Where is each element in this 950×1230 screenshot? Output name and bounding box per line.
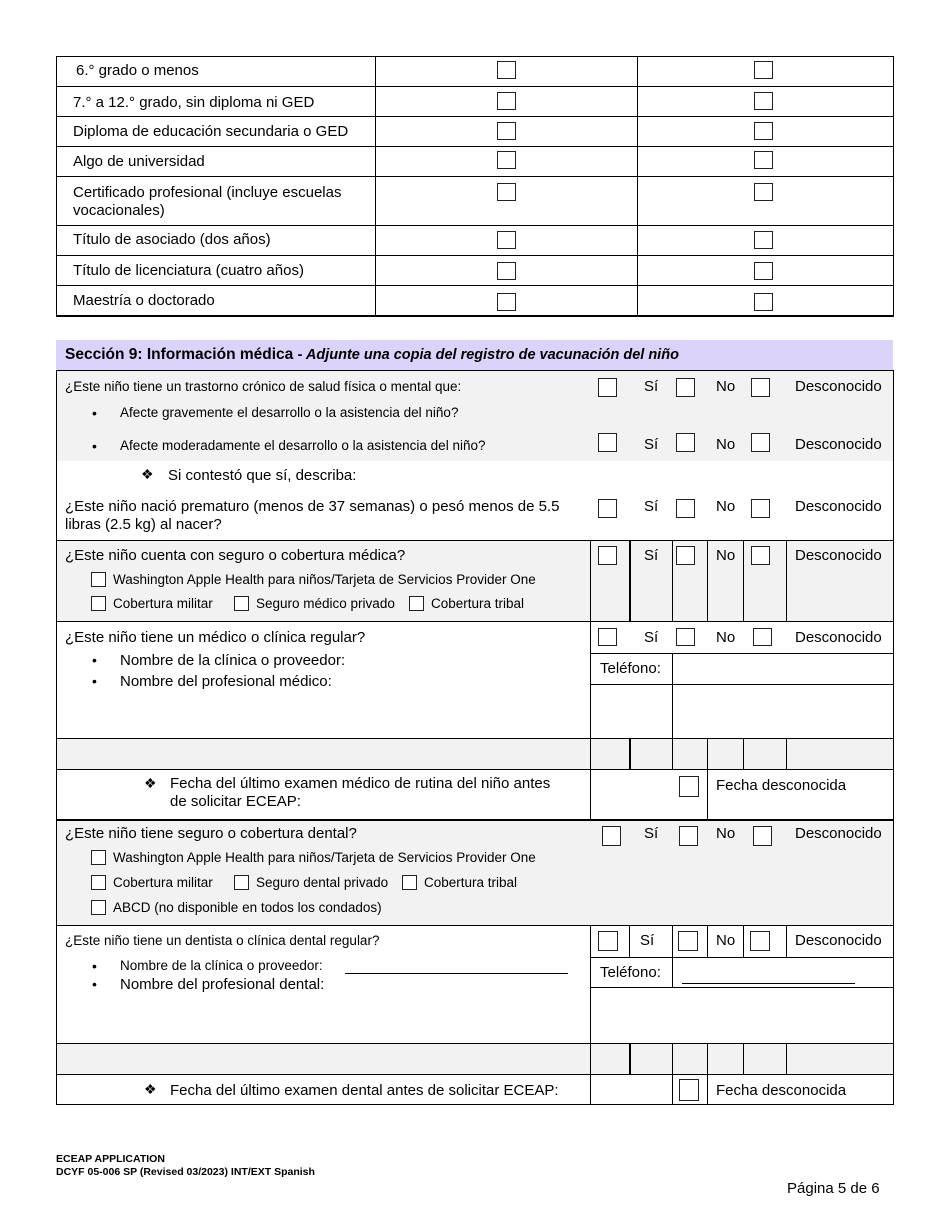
last-dental-date-input[interactable] [591, 1075, 672, 1104]
bullet: • [92, 976, 97, 992]
last-exam-date-input[interactable] [591, 770, 672, 819]
phone-label: Teléfono: [600, 660, 661, 677]
chronic-bullet-1: Afecte gravemente el desarrollo o la asistencia del niño? [120, 405, 459, 420]
premature-question: ¿Este niño nació prematuro (menos de 37 semanas) o pesó menos de 5.5 [65, 498, 560, 515]
no-label: No [716, 498, 736, 515]
dins-option-apple-health: Washington Apple Health para niños/Tarjeta de Servicios Provider One [113, 850, 536, 865]
no-checkbox[interactable] [676, 378, 695, 397]
no-label: No [716, 629, 736, 646]
diamond-icon: ❖ [141, 466, 154, 482]
date-unknown-label: Fecha desconocida [716, 1082, 847, 1099]
bullet: • [92, 438, 97, 454]
section-title: Sección 9: Información médica [65, 346, 294, 363]
dentist-bullet-2: Nombre del profesional dental: [120, 976, 325, 993]
date-unknown-label: Fecha desconocida [716, 777, 847, 794]
yes-label: Sí [644, 378, 659, 395]
ins-option-private: Seguro médico privado [256, 596, 395, 611]
ins-option-military: Cobertura militar [113, 596, 213, 611]
dental-phone-input[interactable] [673, 958, 893, 987]
yes-checkbox[interactable] [598, 499, 617, 518]
last-dental-label: Fecha del último examen dental antes de solicitar ECEAP: [170, 1082, 559, 1099]
unknown-label: Desconocido [795, 547, 882, 564]
edu-checkbox[interactable] [497, 183, 516, 201]
yes-checkbox[interactable] [598, 433, 617, 452]
unknown-label: Desconocido [795, 436, 882, 453]
unknown-label: Desconocido [795, 825, 882, 842]
no-label: No [716, 378, 736, 395]
no-checkbox[interactable] [676, 546, 695, 565]
no-checkbox[interactable] [676, 433, 695, 452]
yes-label: Sí [644, 436, 659, 453]
provider-input[interactable] [673, 685, 893, 738]
yes-checkbox[interactable] [598, 378, 617, 397]
no-checkbox[interactable] [676, 628, 695, 646]
unknown-checkbox[interactable] [753, 826, 772, 846]
ins-option-tribal: Cobertura tribal [431, 596, 525, 611]
edu-checkbox[interactable] [497, 293, 516, 311]
unknown-checkbox[interactable] [751, 499, 770, 518]
edu-checkbox[interactable] [754, 92, 773, 110]
yes-label: Sí [644, 547, 659, 564]
yes-label: Sí [640, 932, 655, 949]
edu-checkbox[interactable] [497, 262, 516, 280]
yes-label: Sí [644, 498, 659, 515]
doctor-bullet-2: Nombre del profesional médico: [120, 673, 332, 690]
private-dental-checkbox[interactable] [234, 875, 249, 890]
edu-row-label: Título de asociado (dos años) [73, 231, 271, 248]
edu-checkbox[interactable] [754, 183, 773, 201]
unknown-label: Desconocido [795, 629, 882, 646]
chronic-bullet-2: Afecte moderadamente el desarrollo o la asistencia del niño? [120, 438, 486, 453]
unknown-label: Desconocido [795, 498, 882, 515]
unknown-label: Desconocido [795, 378, 882, 395]
unknown-checkbox[interactable] [751, 546, 770, 565]
tribal-checkbox[interactable] [402, 875, 417, 890]
no-label: No [716, 547, 736, 564]
no-label: No [716, 825, 736, 842]
no-checkbox[interactable] [678, 931, 698, 951]
dins-option-tribal: Cobertura tribal [424, 875, 518, 890]
last-exam-label: Fecha del último examen médico de rutina del niño antes [170, 775, 551, 792]
footer-form-name: ECEAP APPLICATION [56, 1153, 165, 1165]
edu-row-label: Algo de universidad [73, 153, 205, 170]
chronic-question: ¿Este niño tiene un trastorno crónico de salud física o mental que: [65, 379, 462, 394]
unknown-checkbox[interactable] [753, 628, 772, 646]
phone-label: Teléfono: [600, 964, 661, 981]
edu-row-label: 7.° a 12.° grado, sin diploma ni GED [73, 94, 315, 111]
ins-option-apple-health: Washington Apple Health para niños/Tarjeta de Servicios Provider One [113, 572, 536, 587]
date-unknown-checkbox[interactable] [679, 1079, 699, 1101]
apple-health-checkbox[interactable] [91, 572, 106, 587]
no-label: No [716, 436, 736, 453]
dins-option-military: Cobertura militar [113, 875, 213, 890]
no-checkbox[interactable] [679, 826, 698, 846]
unknown-checkbox[interactable] [751, 378, 770, 397]
military-checkbox[interactable] [91, 596, 106, 611]
edu-checkbox[interactable] [754, 122, 773, 140]
phone-input[interactable] [673, 654, 893, 684]
unknown-label: Desconocido [795, 932, 882, 949]
unknown-checkbox[interactable] [751, 433, 770, 452]
dentist-bullet-1: Nombre de la clínica o proveedor: [120, 958, 323, 973]
bullet: • [92, 405, 97, 421]
section-subtitle: - Adjunte una copia del registro de vacunación del niño [297, 347, 679, 363]
page-number: Página 5 de 6 [787, 1180, 880, 1197]
dental-insurance-question: ¿Este niño tiene seguro o cobertura dental? [65, 825, 357, 842]
last-exam-label-cont: de solicitar ECEAP: [170, 793, 301, 810]
no-label: No [716, 932, 736, 949]
date-unknown-checkbox[interactable] [679, 776, 699, 797]
edu-row-label: Diploma de educación secundaria o GED [73, 123, 349, 140]
footer-form-id: DCYF 05-006 SP (Revised 03/2023) INT/EXT Spanish [56, 1166, 315, 1178]
bullet: • [92, 958, 97, 974]
premature-question-cont: libras (2.5 kg) al nacer? [65, 516, 222, 533]
yes-checkbox[interactable] [602, 826, 621, 846]
no-checkbox[interactable] [676, 499, 695, 518]
private-checkbox[interactable] [234, 596, 249, 611]
edu-row-label: Maestría o doctorado [73, 292, 215, 309]
dins-option-abcd: ABCD (no disponible en todos los condados) [113, 900, 382, 915]
doctor-bullet-1: Nombre de la clínica o proveedor: [120, 652, 346, 669]
if-yes-describe: Si contestó que sí, describa: [168, 467, 357, 484]
diamond-icon: ❖ [144, 775, 157, 791]
edu-checkbox[interactable] [754, 151, 773, 169]
tribal-checkbox[interactable] [409, 596, 424, 611]
insurance-question: ¿Este niño cuenta con seguro o cobertura médica? [65, 547, 406, 564]
edu-checkbox[interactable] [497, 61, 516, 79]
diamond-icon: ❖ [144, 1081, 157, 1097]
dentist-question: ¿Este niño tiene un dentista o clínica dental regular? [65, 933, 380, 948]
yes-checkbox[interactable] [598, 931, 618, 951]
edu-checkbox[interactable] [497, 92, 516, 110]
edu-row-label: Título de licenciatura (cuatro años) [73, 262, 304, 279]
yes-checkbox[interactable] [598, 546, 617, 565]
clinic-input[interactable] [591, 685, 672, 738]
unknown-checkbox[interactable] [750, 931, 770, 951]
dins-option-private: Seguro dental privado [256, 875, 389, 890]
edu-checkbox[interactable] [497, 122, 516, 140]
dental-provider-input[interactable] [591, 988, 893, 1043]
edu-checkbox[interactable] [497, 151, 516, 169]
bullet: • [92, 652, 97, 668]
doctor-question: ¿Este niño tiene un médico o clínica regular? [65, 629, 366, 646]
edu-checkbox[interactable] [497, 231, 516, 249]
edu-row-label: vocacionales) [73, 202, 165, 219]
abcd-checkbox[interactable] [91, 900, 106, 915]
edu-row-label: 6.° grado o menos [76, 62, 199, 79]
yes-label: Sí [644, 629, 659, 646]
yes-checkbox[interactable] [598, 628, 617, 646]
edu-row-label: Certificado profesional (incluye escuelas [73, 184, 342, 201]
edu-checkbox[interactable] [754, 231, 773, 249]
edu-checkbox[interactable] [754, 293, 773, 311]
bullet: • [92, 673, 97, 689]
yes-label: Sí [644, 825, 659, 842]
military-checkbox[interactable] [91, 875, 106, 890]
edu-checkbox[interactable] [754, 262, 773, 280]
apple-health-checkbox[interactable] [91, 850, 106, 865]
edu-checkbox[interactable] [754, 61, 773, 79]
